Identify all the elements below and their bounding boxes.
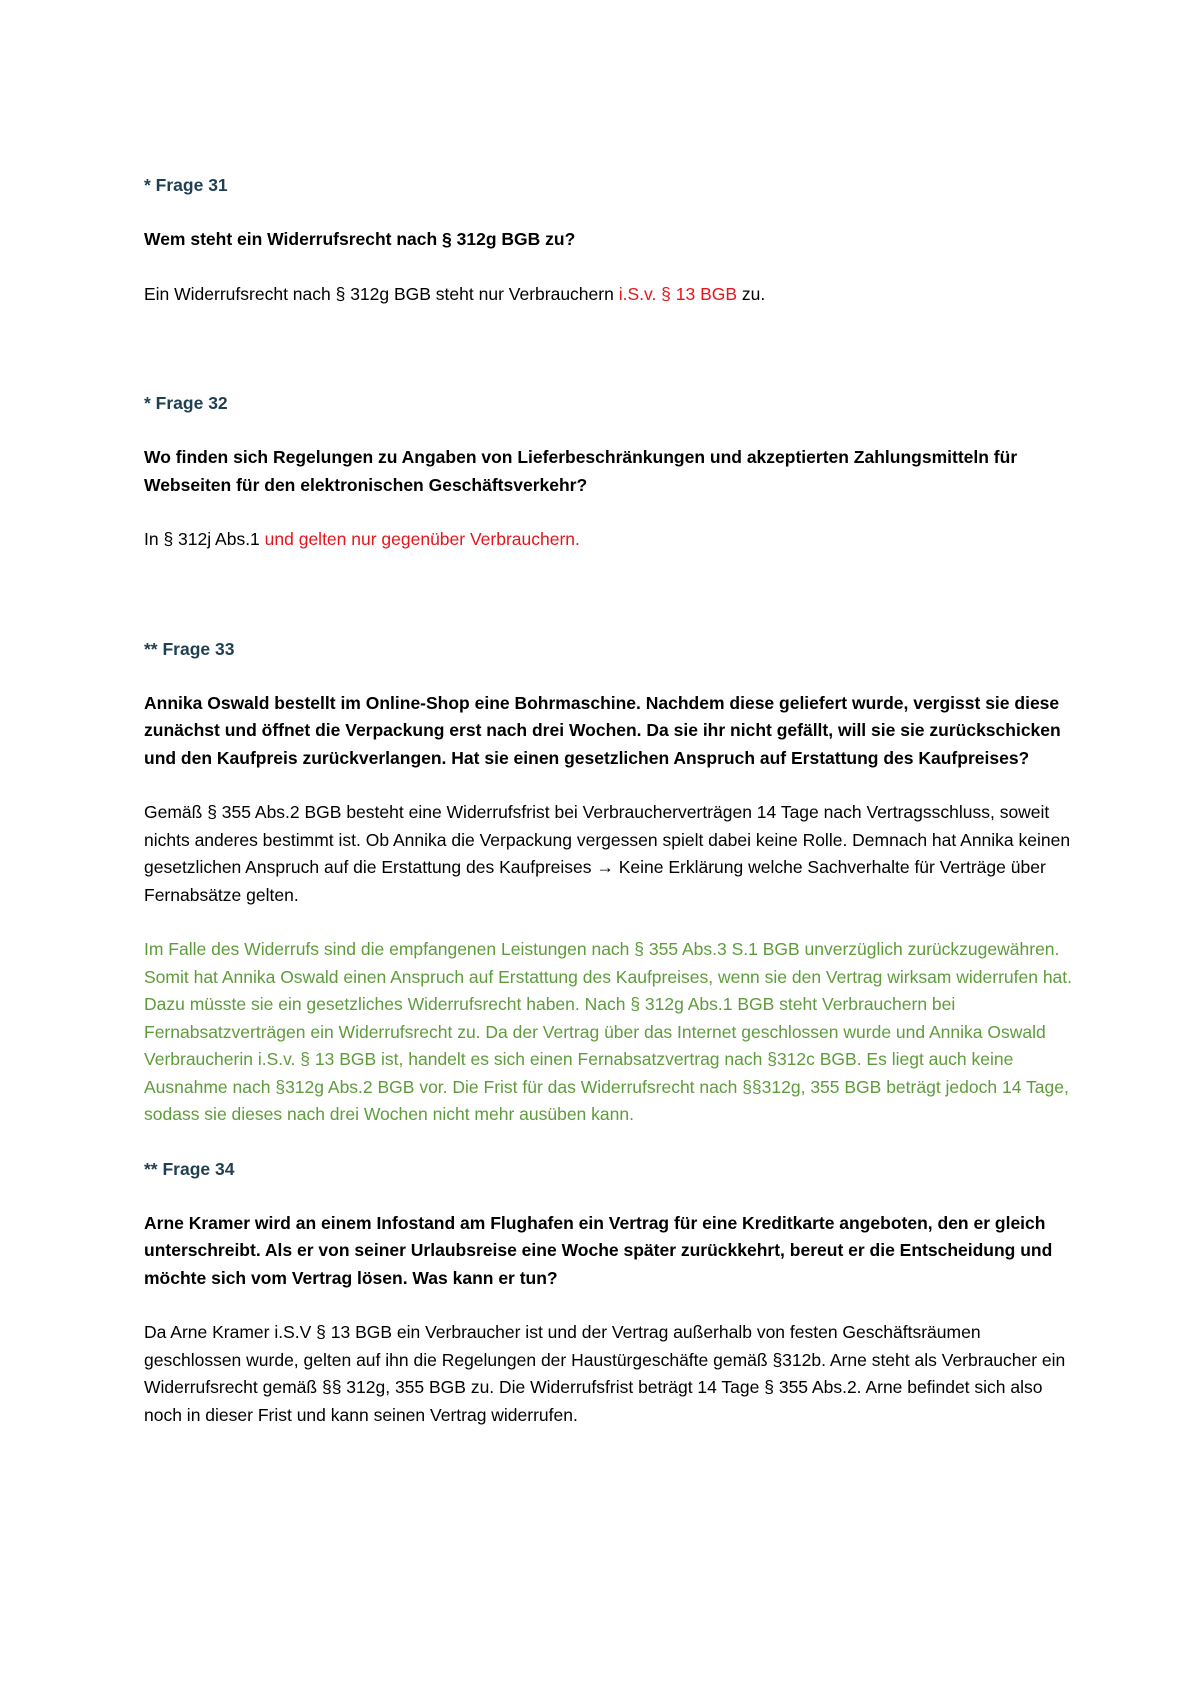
question-frage-31: Wem steht ein Widerrufsrecht nach § 312g BGB zu? [144, 229, 576, 249]
answer-frage-32-text: In § 312j Abs.1 [144, 529, 265, 549]
answer-frage-33: Gemäß § 355 Abs.2 BGB besteht eine Widerrufsfrist bei Verbraucherverträgen 14 Tage nach Vertragsschluss, soweit nichts anderes bestimmt ist. Ob Annika die Verpackung vergessen spielt dabei keine Rolle. Demnach hat Annika keinen gesetzlichen Anspruch auf die Erstattung des Kaufpreises → Keine Erklärung welche Sachverhalte für Verträge über Fernabsätze gelten. [144, 802, 1071, 905]
answer-frage-31-end: zu. [737, 283, 766, 304]
answer-frage-31-text: Ein Widerrufsrecht nach § 312g BGB steht nur Verbrauchern [144, 283, 619, 304]
heading-frage-32: * Frage 32 [144, 393, 228, 413]
question-frage-33: Annika Oswald bestellt im Online-Shop eine Bohrmaschine. Nachdem diese geliefert wurde, vergisst sie diese zunächst und öffnet die Verpackung erst nach drei Wochen. Da sie ihr nicht gefällt, will sie sie zurückschicken und den Kaufpreis zurückverlangen. Hat sie einen gesetzlichen Anspruch auf Erstattung des Kaufpreises? [144, 692, 1061, 768]
heading-frage-31: * Frage 31 [144, 175, 228, 195]
question-frage-32: Wo finden sich Regelungen zu Angaben von Lieferbeschränkungen und akzeptierten Zahlungsmitteln für Webseiten für den elektronischen Geschäftsverkehr? [144, 447, 1018, 495]
question-frage-34: Arne Kramer wird an einem Infostand am Flughafen ein Vertrag für eine Kreditkarte angeboten, den er gleich unterschreibt. Als er von seiner Urlaubsreise eine Woche später zurückkehrt, bereut er die Entscheidung und möchte sich vom Vertrag lösen. Was kann er tun? [144, 1212, 1053, 1288]
answer-frage-34: Da Arne Kramer i.S.V § 13 BGB ein Verbraucher ist und der Vertrag außerhalb von festen Geschäftsräumen geschlossen wurde, gelten auf ihn die Regelungen der Haustürgeschäfte gemäß §312b. Arne steht als Verbraucher ein Widerrufsrecht gemäß §§ 312g, 355 BGB zu. Die Widerrufsfrist beträgt 14 Tage § 355 Abs.2. Arne befindet sich also noch in dieser Frist und kann seinen Vertrag widerrufen. [144, 1322, 1066, 1425]
document-page [144, 172, 1074, 1429]
solution-frage-33: Im Falle des Widerrufs sind die empfangenen Leistungen nach § 355 Abs.3 S.1 BGB unverzüglich zurückzugewähren. Somit hat Annika Oswald einen Anspruch auf Erstattung des Kaufpreises, wenn sie den Vertrag wirksam widerrufen hat. Dazu müsste sie ein gesetzliches Widerrufsrecht haben. Nach § 312g Abs.1 BGB steht Verbrauchern bei Fernabsatzverträgen ein Widerrufsrecht zu. Da der Vertrag über das Internet geschlossen wurde und Annika Oswald Verbraucherin i.S.v. § 13 BGB ist, handelt es sich einen Fernabsatzvertrag nach §312c BGB. Es liegt auch keine Ausnahme nach §312g Abs.2 BGB vor. Die Frist für das Widerrufsrecht nach §§312g, 355 BGB beträgt jedoch 14 Tage, sodass sie dieses nach drei Wochen nicht mehr ausüben kann. [144, 939, 1073, 1124]
answer-frage-32-highlight: und gelten nur gegenüber Verbrauchern. [264, 529, 580, 549]
heading-frage-33: ** Frage 33 [144, 638, 235, 659]
answer-frage-31-highlight: i.S.v. § 13 BGB [618, 283, 738, 304]
heading-frage-34: ** Frage 34 [144, 1158, 235, 1179]
answer-frage-32 [144, 526, 1074, 554]
answer-frage-31 [144, 281, 1074, 309]
